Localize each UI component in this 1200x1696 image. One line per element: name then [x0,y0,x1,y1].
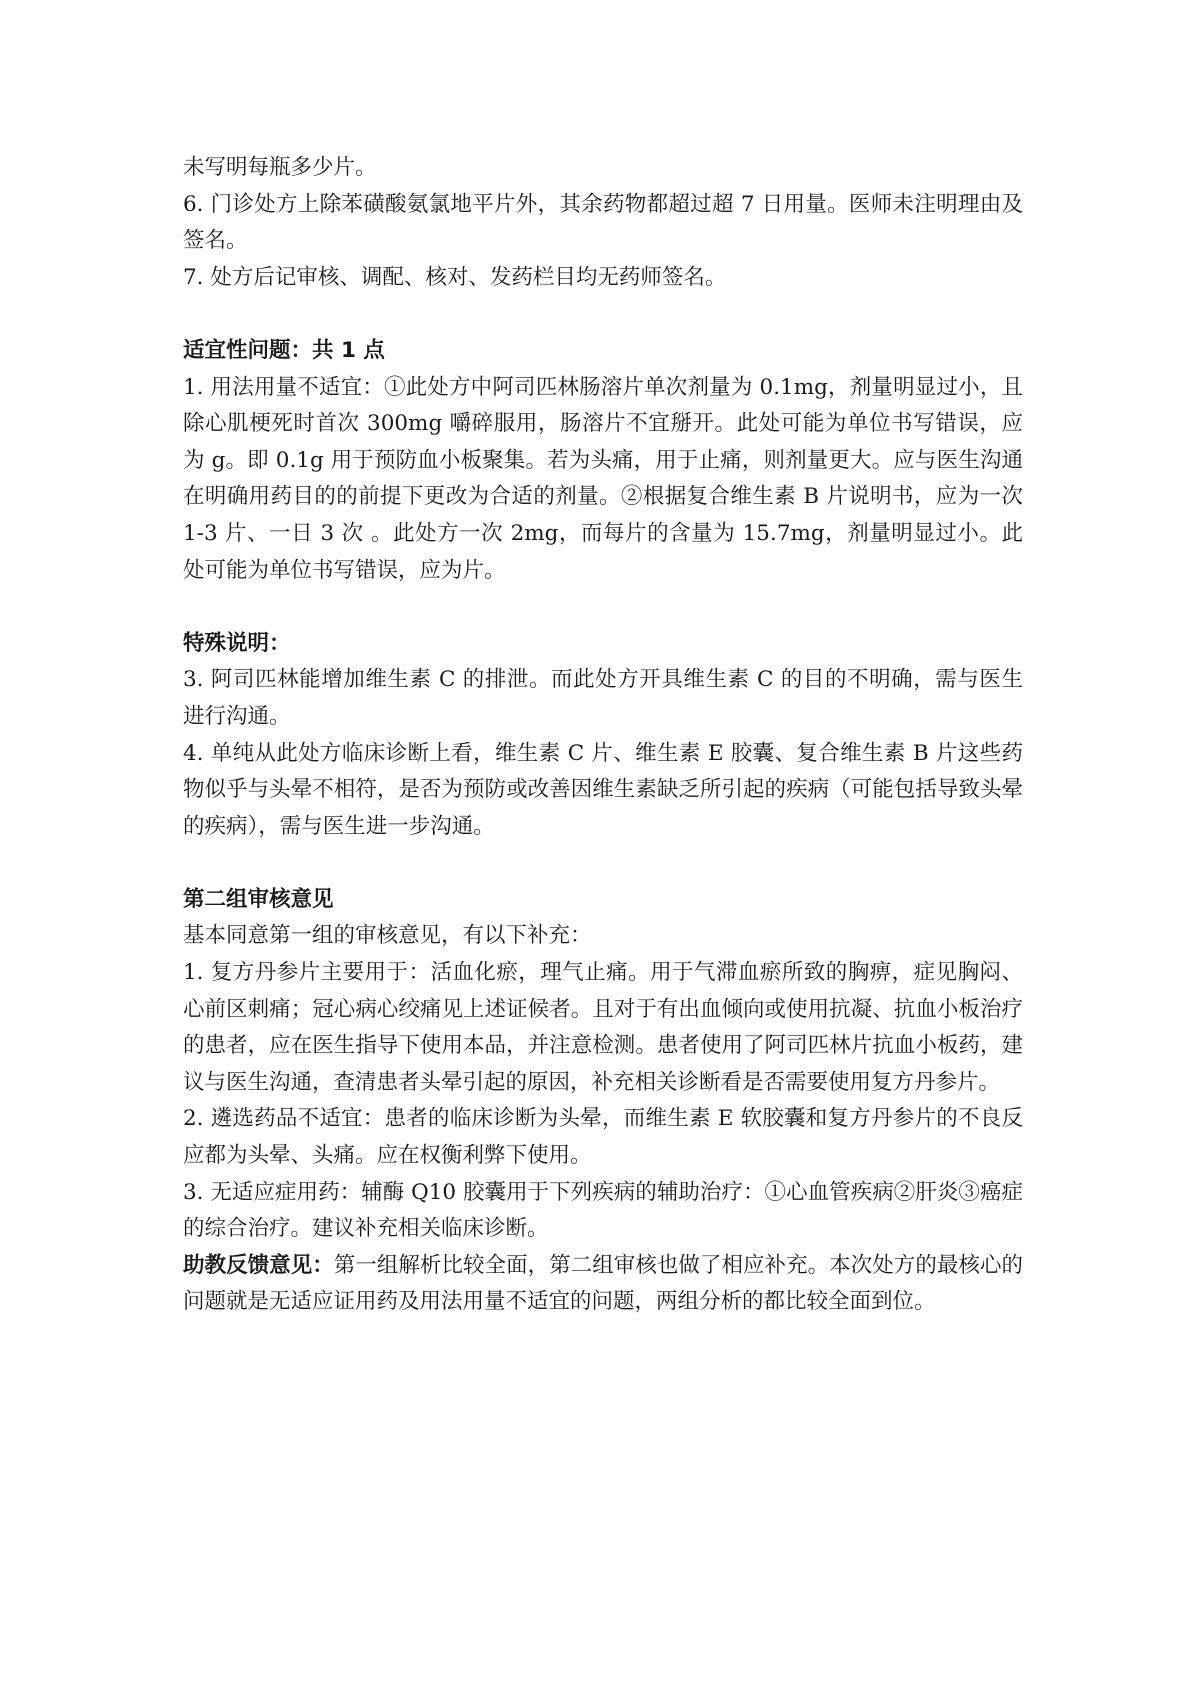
group2-heading: 第二组审核意见 [183,886,334,912]
paragraph-item-7: 7. 处方后记审核、调配、核对、发药栏目均无药师签名。 [183,264,727,290]
suitability-heading: 适宜性问题：共 1 点 [183,337,385,363]
suitability-item-1: 1. 用法用量不适宜：①此处方中阿司匹林肠溶片单次剂量为 0.1mg，剂量明显过小，且除心肌梗死时首次 300mg 嚼碎服用，肠溶片不宜掰开。此处可能为单位书写错误，应为 g。即 0.1g 用于预防血小板聚集。若为头痛，用于止痛，则剂量更大。应与医生沟通在明确用药目的的前提下更改为合适的剂量。②根据复合维生素 B 片说明书，应为一次 1-3 片、一日 3 次 。此处方一次 2mg，而每片的含量为 15.7mg，剂量明显过小。此处可能为单位书写错误，应为片。 [183,374,1023,583]
paragraph-continuation: 未写明每瓶多少片。 [183,155,377,180]
special-item-4: 4. 单纯从此处方临床诊断上看，维生素 C 片、维生素 E 胶囊、复合维生素 B 片这些药物似乎与头晕不相符，是否为预防或改善因维生素缺乏所引起的疾病（可能包括导致头晕的疾病），需与医生进一步沟通。 [183,740,1023,839]
group2-item-1: 1. 复方丹参片主要用于：活血化瘀，理气止痛。用于气滞血瘀所致的胸痹，症见胸闷、心前区刺痛；冠心病心绞痛见上述证候者。且对于有出血倾向或使用抗凝、抗血小板治疗的患者，应在医生指导下使用本品，并注意检测。患者使用了阿司匹林片抗血小板药，建议与医生沟通，查清患者头晕引起的原因，补充相关诊断看是否需要使用复方丹参片。 [183,960,1023,1095]
group2-item-2: 2. 遴选药品不适宜：患者的临床诊断为头晕，而维生素 E 软胶囊和复方丹参片的不良反应都为头晕、头痛。应在权衡利弊下使用。 [183,1106,1023,1169]
section-gap [183,296,1023,333]
special-notes-heading: 特殊说明： [183,630,291,656]
section-gap [183,589,1023,626]
feedback-text: 第一组解析比较全面，第二组审核也做了相应补充。本次处方的最核心的问题就是无适应证用药及用法用量不适宜的问题，两组分析的都比较全面到位。 [183,1252,1023,1315]
section-gap [183,845,1023,882]
feedback-label: 助教反馈意见： [183,1252,334,1278]
paragraph-item-6: 6. 门诊处方上除苯磺酸氨氯地平片外，其余药物都超过超 7 日用量。医师未注明理由及签名。 [183,191,1023,254]
group2-item-3: 3. 无适应症用药：辅酶 Q10 胶囊用于下列疾病的辅助治疗：①心血管疾病②肝炎③癌症的综合治疗。建议补充相关临床诊断。 [183,1179,1023,1242]
document-body [183,150,1023,1321]
group2-intro: 基本同意第一组的审核意见，有以下补充： [183,923,592,949]
special-item-3: 3. 阿司匹林能增加维生素 C 的排泄。而此处方开具维生素 C 的目的不明确，需与医生进行沟通。 [183,667,1023,729]
feedback-paragraph [183,1248,1023,1321]
